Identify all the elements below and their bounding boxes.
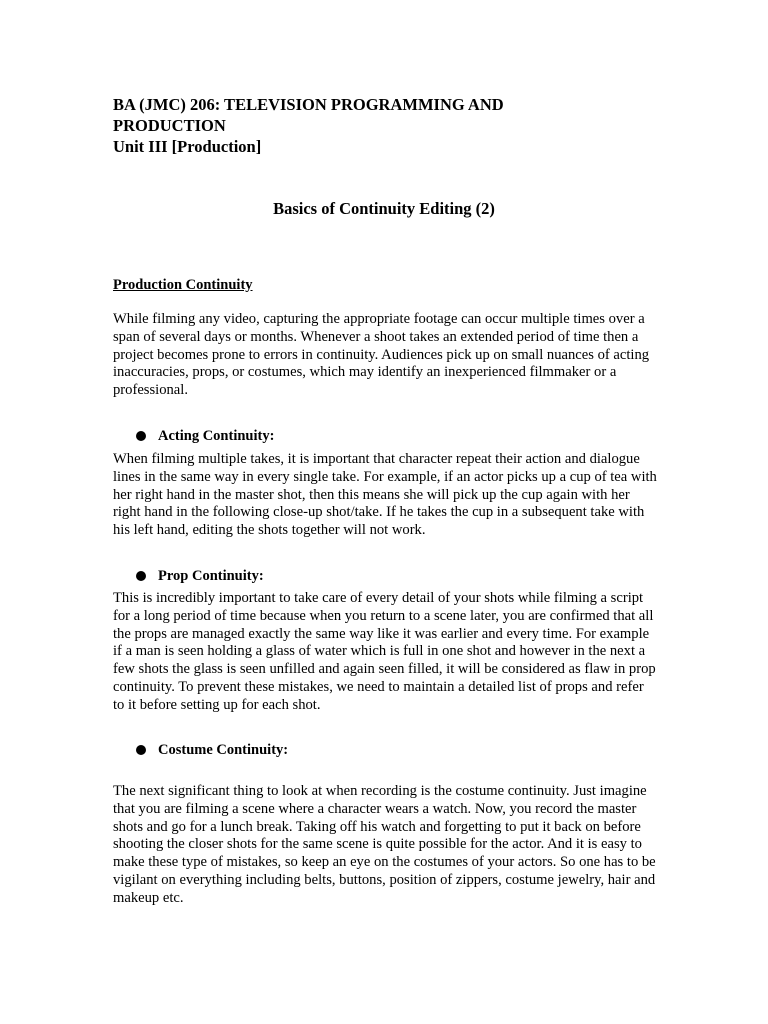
course-title-line-2: PRODUCTION: [113, 116, 226, 135]
bullet-label: Costume Continuity:: [158, 742, 289, 758]
bullet-label: Acting Continuity:: [158, 428, 275, 444]
acting-continuity-paragraph: When filming multiple takes, it is important that character repeat their action and dialogue lines in the same way in every single take. For example, if an actor picks up a cup of tea with her right hand in the master shot, then this means she will pick up the cup again with her right hand in the following close-up shot/take. If he takes the cup in a subsequent take with his left hand, editing the shots together will not work.: [113, 451, 657, 539]
unit-label: Unit III [Production]: [113, 137, 262, 156]
section-heading: Production Continuity: [113, 277, 253, 293]
course-title-line-1: BA (JMC) 206: TELEVISION PROGRAMMING AND: [113, 95, 504, 114]
course-header: [113, 94, 673, 157]
prop-continuity-paragraph: This is incredibly important to take care of every detail of your shots while filming a script for a long period of time because when you return to a scene later, you are confirmed that all the props are managed exactly the same way like it was earlier and every time. For example if a man is seen holding a glass of water which is full in one shot and however in the next a few shots the glass is seen unfilled and again seen filled, it will be considered as flaw in prop continuity. To prevent these mistakes, we need to maintain a detailed list of props and refer to it before setting up for each shot.: [113, 590, 656, 713]
bullet-costume-continuity: [136, 741, 288, 759]
bullet-prop-continuity: [136, 567, 264, 585]
bullet-acting-continuity: [136, 427, 274, 445]
intro-paragraph: While filming any video, capturing the appropriate footage can occur multiple times over a span of several days or months. Whenever a shoot takes an extended period of time then a project becomes prone to errors in continuity. Audiences pick up on small nuances of acting inaccuracies, props, or costumes, which may identify an inexperienced filmmaker or a professional.: [113, 311, 650, 399]
bullet-dot-icon: [136, 431, 146, 441]
bullet-dot-icon: [136, 571, 146, 581]
bullet-label: Prop Continuity:: [158, 568, 264, 584]
document-title: Basics of Continuity Editing (2): [273, 199, 495, 218]
costume-continuity-paragraph: The next significant thing to look at when recording is the costume continuity. Just imagine that you are filming a scene where a character wears a watch. Now, you record the master shots and go for a lunch break. Taking off his watch and forgetting to put it back on before shooting the closer shots for the same scene is quite possible for the actor. And it is easy to make these type of mistakes, so keep an eye on the costumes of your actors. So one has to be vigilant on everything including belts, buttons, position of zippers, costume jewelry, hair and makeup etc.: [113, 783, 656, 906]
bullet-dot-icon: [136, 745, 146, 755]
